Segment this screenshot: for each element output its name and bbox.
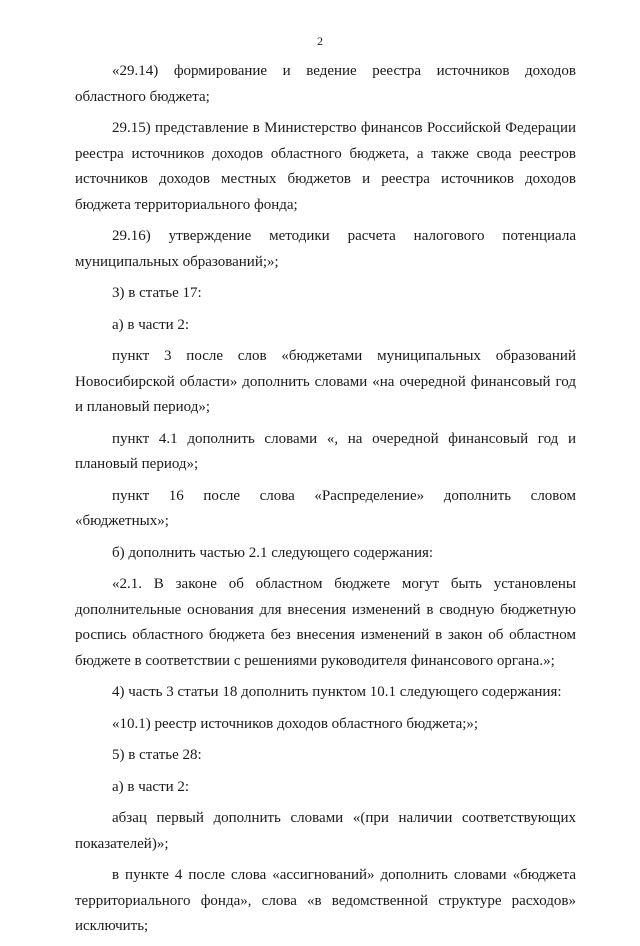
page-number: 2 [317, 34, 323, 48]
document-body [75, 59, 576, 946]
paragraph-item-3: 3) в статье 17: [112, 285, 202, 301]
paragraph-punkt-3: пункт 3 после слов «бюджетами муниципальных образований Новосибирской области» дополнить словами «на очередной финансовый год и плановый период»; [75, 348, 576, 415]
paragraph-29-16: 29.16) утверждение методики расчета налогового потенциала муниципальных образований;»; [75, 228, 576, 270]
paragraph-part-2-1: «2.1. В законе об областном бюджете могут быть установлены дополнительные основания для внесения изменений в сводную бюджетную роспись областного бюджета без внесения изменений в закон об областном бюджете в соответствии с решениями руководителя финансового органа.»; [75, 576, 576, 669]
paragraph-item-5: 5) в статье 28: [112, 747, 202, 763]
paragraph-abzac-1: абзац первый дополнить словами «(при наличии соответствующих показателей)»; [75, 810, 576, 852]
paragraph-item-5a: а) в части 2: [112, 778, 190, 795]
paragraph-29-15: 29.15) представление в Министерство финансов Российской Федерации реестра источников доходов областного бюджета, а также свода реестров источников доходов местных бюджетов и реестра источников доходов бюджета территориального фонда; [75, 120, 576, 213]
paragraph-punkt-4: в пункте 4 после слова «ассигнований» дополнить словами «бюджета территориального фонда», слова «в ведомственной структуре расходов» исключить; [75, 867, 576, 934]
paragraph-item-3a: а) в части 2: [112, 316, 190, 333]
paragraph-punkt-16: пункт 16 после слова «Распределение» дополнить словом «бюджетных»; [75, 487, 576, 529]
paragraph-punkt-4-1: пункт 4.1 дополнить словами «, на очередной финансовый год и плановый период»; [75, 430, 576, 472]
paragraph-10-1: «10.1) реестр источников доходов областного бюджета;»; [112, 715, 479, 732]
paragraph-29-14: «29.14) формирование и ведение реестра источников доходов областного бюджета; [75, 63, 576, 105]
paragraph-item-4: 4) часть 3 статьи 18 дополнить пунктом 10.1 следующего содержания: [112, 684, 562, 700]
paragraph-item-3b: б) дополнить частью 2.1 следующего содержания: [112, 544, 434, 561]
